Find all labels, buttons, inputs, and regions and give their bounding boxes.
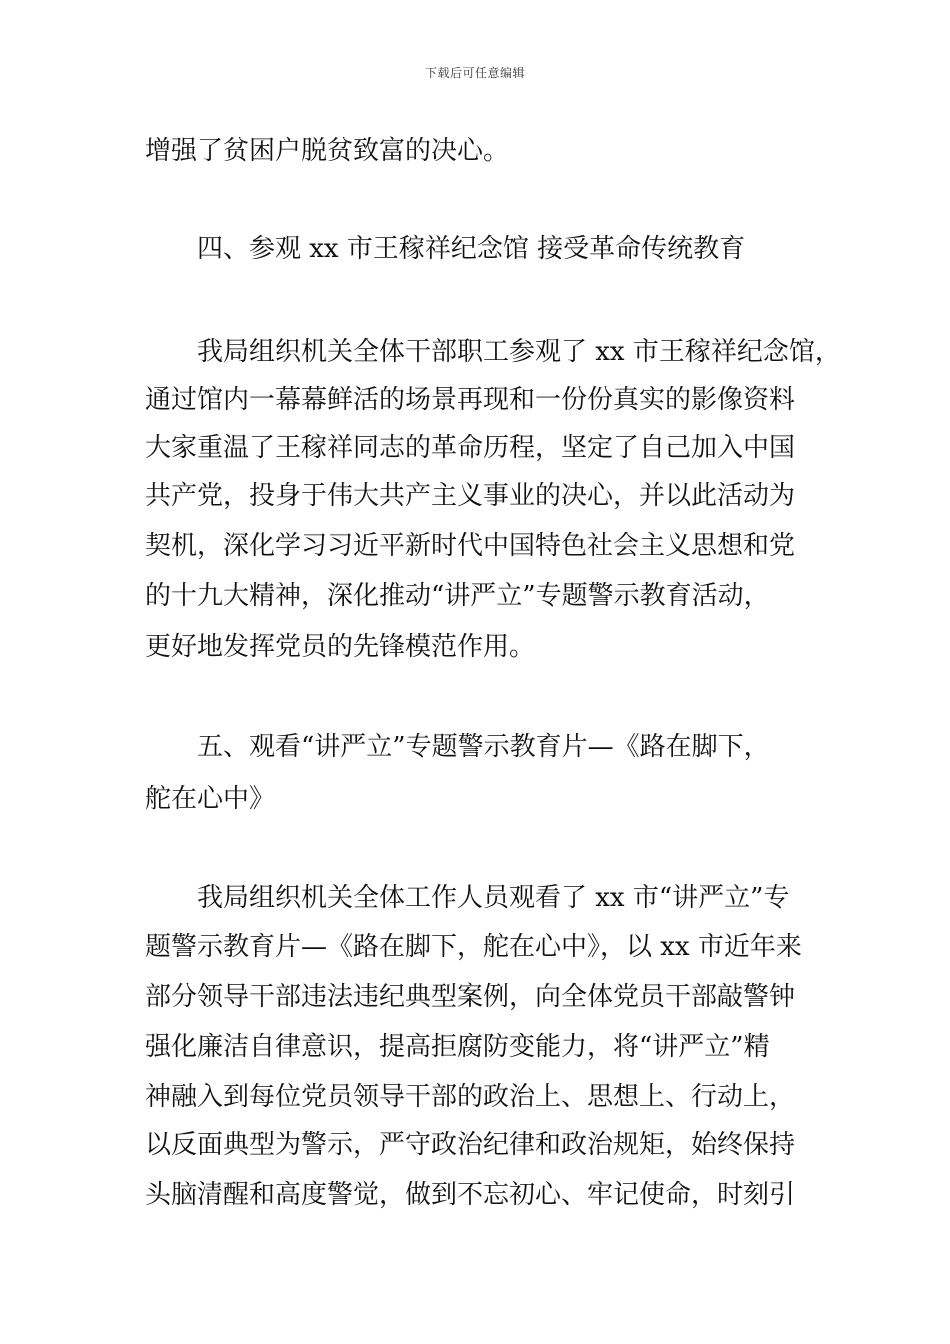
text-line: 神融入到每位党员领导干部的政治上、思想上、行动上，: [145, 1082, 796, 1112]
page-header: 下载后可任意编辑: [424, 66, 525, 80]
text-line: 以反面典型为警示，严守政治纪律和政治规矩，始终保持: [145, 1130, 796, 1160]
text-line: 我局组织机关全体工作人员观看了 xx 市“讲严立”专: [197, 883, 790, 913]
section-heading-continued: 舵在心中》: [145, 784, 276, 814]
text-line: 更好地发挥党员的先锋模范作用。: [145, 632, 536, 662]
text-line: 大家重温了王稼祥同志的革命历程，坚定了自己加入中国: [145, 433, 796, 463]
text-line: 共产党，投身于伟大共产主义事业的决心，并以此活动为: [145, 481, 796, 511]
text-line: 的十九大精神，深化推动“讲严立”专题警示教育活动，: [145, 581, 770, 611]
text-line: 增强了贫困户脱贫致富的决心。: [145, 136, 510, 166]
text-line: 我局组织机关全体干部职工参观了 xx 市王稼祥纪念馆，: [197, 337, 841, 367]
section-heading: 四、参观 xx 市王稼祥纪念馆 接受革命传统教育: [197, 234, 746, 264]
text-line: 契机，深化学习习近平新时代中国特色社会主义思想和党: [145, 531, 796, 561]
text-line: 强化廉洁自律意识，提高拒腐防变能力，将“讲严立”精: [145, 1032, 770, 1062]
text-line: 头脑清醒和高度警觉，做到不忘初心、牢记使命，时刻引: [145, 1180, 796, 1210]
text-line: 部分领导干部违法违纪典型案例，向全体党员干部敲警钟: [145, 982, 796, 1012]
section-heading: 五、观看“讲严立”专题警示教育片—《路在脚下，: [197, 732, 770, 762]
text-line: 题警示教育片—《路在脚下，舵在心中》，以 xx 市近年来: [145, 932, 802, 962]
text-line: 通过馆内一幕幕鲜活的场景再现和一份份真实的影像资料: [145, 385, 796, 415]
